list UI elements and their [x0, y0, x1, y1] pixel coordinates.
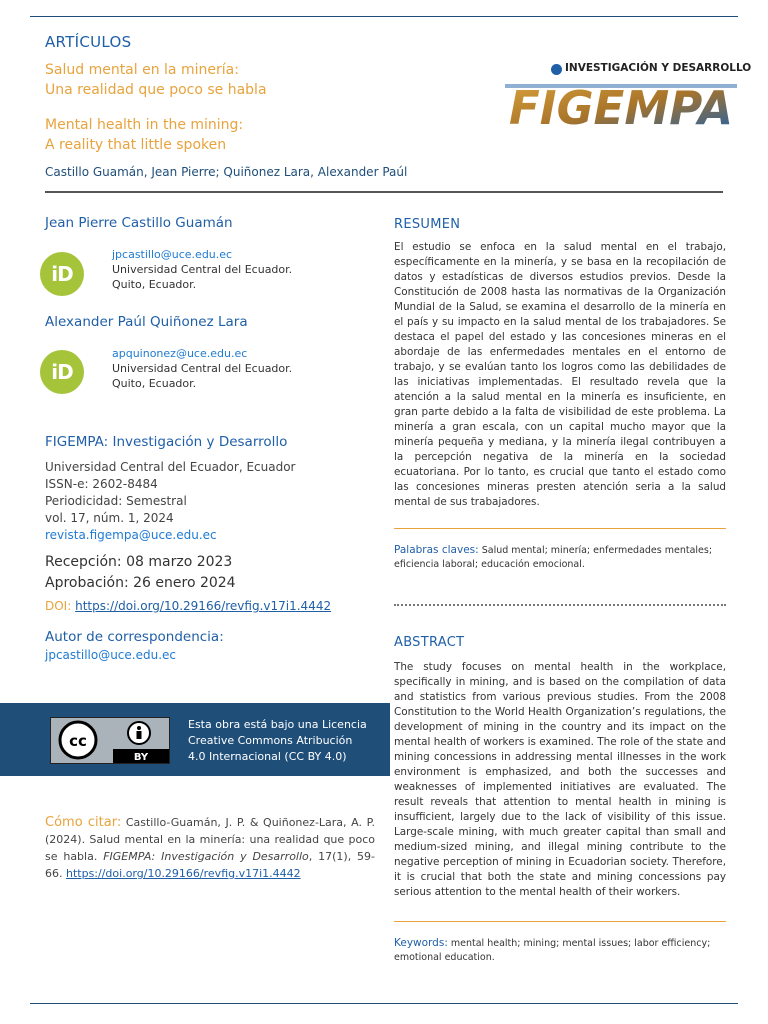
- keywords-label: Keywords:: [394, 937, 448, 949]
- journal-email[interactable]: revista.figempa@uce.edu.ec: [45, 528, 217, 542]
- license-line-2: Creative Commons Atribución: [188, 734, 353, 747]
- cite-text-a: Castillo-Guamán, J. P. & Quiñonez-Lara, A. P. (2024). Salud mental en la minería: una realidad que poco se habla.: [45, 816, 375, 863]
- top-rule: [30, 16, 738, 17]
- logo-main-text: FIGEMPA: [509, 81, 733, 128]
- cite-journal: FIGEMPA: Investigación y Desarrollo: [103, 850, 309, 863]
- journal-periodicity: Periodicidad: Semestral: [45, 494, 187, 508]
- journal-university: Universidad Central del Ecuador, Ecuador: [45, 460, 296, 474]
- journal-logo: [505, 60, 752, 132]
- author-2-location: Quito, Ecuador.: [112, 377, 197, 390]
- license-box: [0, 703, 390, 776]
- doi: [45, 599, 331, 613]
- received-date: Recepción: 08 marzo 2023: [45, 554, 233, 570]
- how-to-cite: [45, 814, 375, 882]
- by-label: BY: [133, 752, 149, 763]
- author-1-email[interactable]: jpcastillo@uce.edu.ec: [112, 248, 233, 261]
- resumen-keywords: [394, 543, 726, 572]
- section-label: ARTÍCULOS: [45, 33, 132, 51]
- cc-icon: [51, 718, 169, 763]
- author-2-email[interactable]: apquinonez@uce.edu.ec: [112, 347, 248, 360]
- cite-text-b: , 17(1), 59-66.: [45, 850, 376, 880]
- author-2-name: Alexander Paúl Quiñonez Lara: [45, 314, 248, 330]
- section-dotted-divider: [394, 604, 726, 606]
- title-en-line-1: Mental health in the mining:: [45, 117, 244, 133]
- logo-top-text: INVESTIGACIÓN Y DESARROLLO: [565, 62, 752, 74]
- journal-name: FIGEMPA: Investigación y Desarrollo: [45, 434, 288, 450]
- header-divider: [45, 191, 723, 193]
- orcid-icon[interactable]: iD: [40, 350, 84, 394]
- author-1-affiliation: [112, 247, 292, 292]
- authors-line: Castillo Guamán, Jean Pierre; Quiñonez Lara, Alexander Paúl: [45, 165, 408, 179]
- cite-label: Cómo citar:: [45, 815, 122, 830]
- correspondence-email[interactable]: jpcastillo@uce.edu.ec: [45, 648, 177, 662]
- cc-label: cc: [69, 732, 87, 750]
- author-1-institution: Universidad Central del Ecuador.: [112, 263, 293, 276]
- license-text: [188, 717, 378, 765]
- author-1-name: Jean Pierre Castillo Guamán: [45, 215, 233, 231]
- dates: [45, 552, 236, 594]
- logo-wordmark: [505, 76, 737, 128]
- journal-issn: ISSN-e: 2602-8484: [45, 477, 158, 491]
- doi-label: DOI:: [45, 599, 72, 613]
- author-2-institution: Universidad Central del Ecuador.: [112, 362, 293, 375]
- journal-volume: vol. 17, núm. 1, 2024: [45, 511, 174, 525]
- keywords-text: mental health; mining; mental issues; labor efficiency; emotional education.: [394, 938, 711, 963]
- title-es-line-1: Salud mental en la minería:: [45, 62, 239, 78]
- author-1-location: Quito, Ecuador.: [112, 278, 197, 291]
- cc-by-badge[interactable]: [50, 717, 170, 764]
- journal-info: [45, 459, 295, 544]
- approved-date: Aprobación: 26 enero 2024: [45, 575, 236, 591]
- logo-dot-icon: [551, 64, 562, 75]
- license-line-3: 4.0 Internacional (CC BY 4.0): [188, 750, 347, 763]
- cite-link[interactable]: https://doi.org/10.29166/revfig.v17i1.4442: [66, 867, 301, 880]
- bottom-rule: [30, 1003, 738, 1004]
- abstract-keywords: [394, 936, 726, 965]
- title-es-line-2: Una realidad que poco se habla: [45, 82, 267, 98]
- palabras-claves-label: Palabras claves:: [394, 544, 479, 556]
- correspondence-label: Autor de correspondencia:: [45, 629, 224, 645]
- license-line-1: Esta obra está bajo una Licencia: [188, 718, 367, 731]
- abstract-heading: ABSTRACT: [394, 635, 465, 650]
- doi-link[interactable]: https://doi.org/10.29166/revfig.v17i1.4442: [75, 599, 332, 613]
- author-2-affiliation: [112, 346, 292, 391]
- resumen-body: El estudio se enfoca en la salud mental en el trabajo, específicamente en la minería, y se basa en la recopilación de datos y estadísticas de diversos estudios previos. Desde la Constitución de 2008 hasta las normativas de la Organización Mundial de la Salud, se examina el desarrollo de la minería en el país y su impacto en la salud mental de los trabajadores. Se destaca el papel del estado y las concesiones mineras en el abordaje de las enfermedades mentales en el entorno de trabajo, y se evalúan tanto los logros como las debilidades de las iniciativas implementadas. El resultado revela que la atención a la salud mental en la minería es insuficiente, en gran parte debido a la falta de visibilidad de este problema. La minería a gran escala, con un capital mucho mayor que la minería pequeña y mediana, y la minería ilegal contribuyen a la percepción negativa de la minería en la sociedad ecuatoriana. Por lo tanto, es crucial que tanto el estado como las concesiones mineras presten atención seria a la salud mental de sus trabajadores.: [394, 241, 726, 508]
- title-en-line-2: A reality that little spoken: [45, 137, 227, 153]
- abstract-divider: [394, 921, 726, 922]
- palabras-claves-text: Salud mental; minería; enfermedades mentales; eficiencia laboral; educación emocional.: [394, 545, 713, 570]
- title-spanish: [45, 60, 267, 100]
- orcid-icon[interactable]: iD: [40, 252, 84, 296]
- resumen-divider: [394, 528, 726, 529]
- resumen-heading: RESUMEN: [394, 217, 461, 232]
- abstract-body: The study focuses on mental health in the workplace, specifically in mining, and is based on the compilation of data and statistics from various previous studies. From the 2008 Constitution to the World Health Organization’s regulations, the development of mining in the country and its impact on the mental health of workers is examined. The role of the state and mining concessions in addressing mental illnesses in the work environment is emphasized, and both the successes and weaknesses of implemented initiatives are evaluated. The result reveals that attention to mental health in mining is insufficient, largely due to the lack of visibility of this issue. Large-scale mining, with much greater capital than small and medium-sized mining, and illegal mining contribute to the negative perception of mining in Ecuadorian society. Therefore, it is crucial that both the state and mining concessions pay serious attention to the mental health of their workers.: [394, 661, 726, 898]
- title-english: [45, 115, 243, 155]
